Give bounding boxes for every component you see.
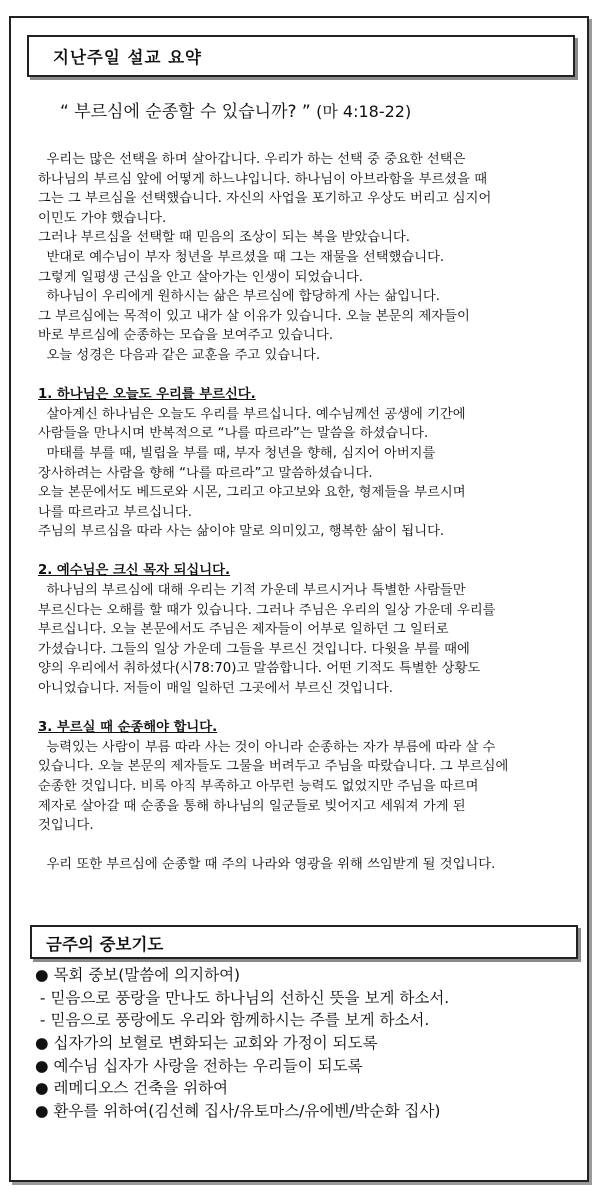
point-1-line: 주님의 부르심을 따라 사는 삶이야 말로 의미있고, 행복한 삶이 됩니다. [38, 524, 445, 540]
prayer-item: ● 목회 중보(말씀에 의지하여) [35, 966, 241, 984]
sermon-title-text: “ 부르심에 순종할 수 있습니까? ” [60, 102, 311, 122]
point-1-heading: 1. 하나님은 오늘도 우리를 부르신다. [38, 387, 256, 403]
prayer-item: ● 십자가의 보혈로 변화되는 교회와 가정이 되도록 [35, 1034, 378, 1053]
prayer-subitem: - 믿음으로 풍랑을 만나도 하나님의 선하신 뜻을 보게 하소서. [35, 988, 450, 1007]
prayer-item: ● 레메디오스 건축을 위하여 [35, 1079, 229, 1098]
point-2-line: 부르신다는 오해를 할 때가 있습니다. 그러나 주님은 우리의 일상 가운데 우리를 [38, 602, 496, 618]
point-3-line: 것입니다. [38, 818, 94, 834]
point-3-line: 능력있는 사람이 부름 따라 사는 것이 아니라 순종하는 자가 부름에 따라 살 수 [38, 739, 496, 755]
prayer-list [35, 964, 580, 1123]
intro-line: 그렇게 일평생 근심을 안고 살아가는 인생이 되었습니다. [38, 269, 364, 285]
intro-line: 우리는 많은 선택을 하며 살아갑니다. 우리가 하는 선택 중 중요한 선택은 [38, 152, 466, 167]
intro-line: 이민도 가야 했습니다. [38, 210, 167, 226]
point-1-line: 사람들을 만나시며 반복적으로 “나를 따르라”는 말씀을 하셨습니다. [38, 426, 429, 442]
intercessory-prayer-header [30, 925, 578, 959]
point-3-heading: 3. 부르실 때 순종해야 합니다. [38, 720, 218, 736]
intro-line: 그는 그 부르심을 선택했습니다. 자신의 사업을 포기하고 우상도 버리고 심지어 [38, 191, 492, 207]
prayer-item: ● 예수님 십자가 사랑을 전하는 우리들이 되도록 [35, 1056, 363, 1075]
point-2-line: 부르십니다. 오늘 본문에서도 주님은 제자들이 어부로 일하던 그 일터로 [38, 622, 449, 638]
intro-line: 반대로 예수님이 부자 청년을 부르셨을 때 그는 재물을 선택했습니다. [38, 249, 445, 265]
point-3-line: 있습니다. 오늘 본문의 제자들도 그물을 버려두고 주님을 따랐습니다. 그 부르심에 [38, 759, 509, 775]
scripture-reference: (마 4:18-22) [316, 102, 412, 121]
sermon-title [60, 97, 411, 122]
point-2-line: 하나님의 부르심에 대해 우리는 기적 가운데 부르시거나 특별한 사람들만 [38, 583, 466, 599]
point-1-line: 마태를 부를 때, 빌립을 부를 때, 부자 청년을 향해, 심지어 아버지를 [38, 445, 436, 461]
intro-line: 하나님의 부르심 앞에 어떻게 하느냐입니다. 하나님이 아브라함을 부르셨을 때 [38, 171, 488, 187]
intro-line: 그 부르심에는 목적이 있고 내가 살 이유가 있습니다. 오늘 본문의 제자들이 [38, 308, 470, 324]
intro-line: 그러나 부르심을 선택할 때 믿음의 조상이 되는 복을 받았습니다. [38, 230, 411, 246]
point-1-line: 살아계신 하나님은 오늘도 우리를 부르십니다. 예수님께선 공생에 기간에 [38, 406, 466, 422]
intro-line: 바로 부르심에 순종하는 모습을 보여주고 있습니다. [38, 328, 334, 344]
prayer-subitem: - 믿음으로 풍랑에도 우리와 함께하시는 주를 보게 하소서. [35, 1011, 430, 1030]
point-1-line: 오늘 본문에서도 베드로와 시몬, 그리고 야고보와 요한, 형제들을 부르시며 [38, 485, 466, 501]
point-1-line: 장사하려는 사람을 향해 “나를 따르라”고 말씀하셨습니다. [38, 465, 373, 481]
header-title: 지난주일 설교 요약 [53, 48, 203, 67]
sermon-body [38, 150, 586, 875]
sermon-closing: 우리 또한 부르심에 순종할 때 주의 나라와 영광을 위해 쓰임받게 될 것입니다. [38, 857, 496, 873]
point-1-line: 나를 따르라고 부르십니다. [38, 504, 192, 520]
point-2-heading: 2. 예수님은 크신 목자 되십니다. [38, 563, 231, 579]
point-2-line: 아니었습니다. 저들이 매일 일하던 그곳에서 부르신 것입니다. [38, 681, 393, 697]
intro-line: 하나님이 우리에게 원하시는 삶은 부르심에 합당하게 사는 삶입니다. [38, 289, 440, 305]
point-3-line: 제자로 살아갈 때 순종을 통해 하나님의 일군들로 빚어지고 세워져 가게 된 [38, 798, 466, 814]
prayer-title: 금주의 중보기도 [46, 935, 164, 954]
sermon-summary-header [27, 35, 575, 77]
point-3-line: 순종한 것입니다. 비록 아직 부족하고 아무런 능력도 없었지만 주님을 따르며 [38, 779, 479, 794]
point-2-line: 가셨습니다. 그들의 일상 가운데 그들을 부르신 것입니다. 다윗을 부를 때에 [38, 641, 470, 657]
intro-line: 오늘 성경은 다음과 같은 교훈을 주고 있습니다. [38, 347, 321, 363]
prayer-item: ● 환우를 위하여(김선혜 집사/유토마스/유에벤/박순화 집사) [35, 1102, 441, 1121]
point-2-line: 양의 우리에서 취하셨다(시78:70)고 말씀합니다. 어떤 기적도 특별한 상황도 [38, 661, 481, 677]
